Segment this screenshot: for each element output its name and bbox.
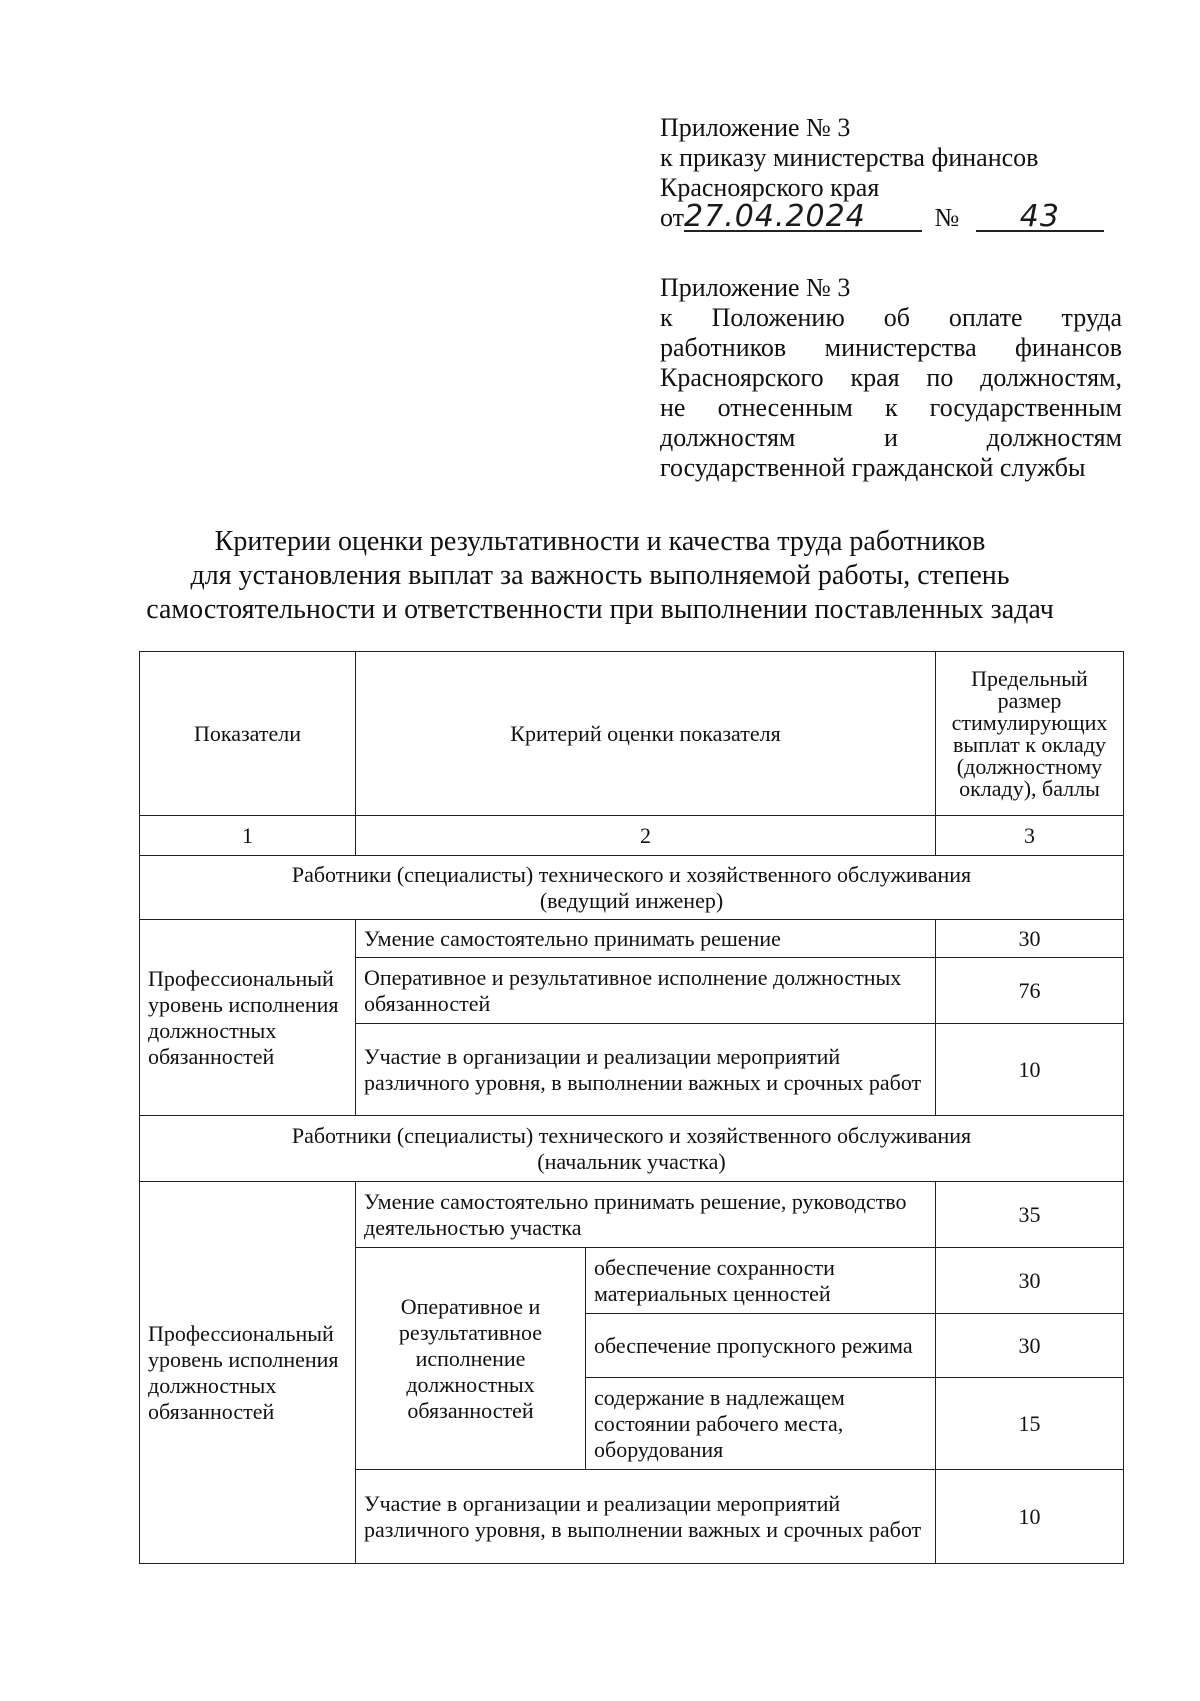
criterion-cell: Оперативное и результативное исполнение должностных обязанностей xyxy=(356,958,936,1024)
appendix-number: Приложение № 3 xyxy=(660,113,851,142)
header-criterion: Критерий оценки показателя xyxy=(356,652,936,816)
region-name: Красноярского края xyxy=(660,173,880,202)
subcriterion-cell: обеспечение пропускного режима xyxy=(586,1314,936,1378)
section-title-line: (ведущий инженер) xyxy=(539,887,724,913)
indicator-cell: Профессиональный уровень исполнения должностных обязанностей xyxy=(140,920,356,1116)
points-cell: 30 xyxy=(936,1248,1124,1314)
section-title-line: (начальник участка) xyxy=(537,1148,726,1174)
column-number: 3 xyxy=(936,816,1124,856)
criterion-cell: Умение самостоятельно принимать решение, руководство деятельностью участка xyxy=(356,1182,936,1248)
title-line: самостоятельности и ответственности при выполнении поставленных задач xyxy=(146,594,1054,625)
points-cell: 35 xyxy=(936,1182,1124,1248)
date-prefix: от xyxy=(660,203,685,232)
criterion-cell: Участие в организации и реализации мероприятий различного уровня, в выполнении важных и срочных работ xyxy=(356,1470,936,1564)
points-cell: 76 xyxy=(936,958,1124,1024)
column-number-row xyxy=(140,816,1124,856)
handwritten-date: 27.04.2024 xyxy=(684,204,922,232)
appendix-number-2: Приложение № 3 xyxy=(660,273,851,302)
group-label-cell: Оперативное и результативное исполнение должностных обязанностей xyxy=(356,1248,586,1470)
document-title xyxy=(100,525,1100,627)
subcriterion-cell: содержание в надлежащем состоянии рабочего места, оборудования xyxy=(586,1378,936,1470)
regulation-line: не отнесенным к государственным xyxy=(660,393,1122,422)
indicator-cell: Профессиональный уровень исполнения должностных обязанностей xyxy=(140,1182,356,1564)
table-header-row xyxy=(140,652,1124,816)
regulation-line: должностям и должностям xyxy=(660,423,1122,452)
regulation-line: Красноярского края по должностям, xyxy=(660,363,1122,392)
order-reference: к приказу министерства финансов xyxy=(660,143,1039,172)
handwritten-number: 43 xyxy=(976,204,1104,232)
criterion-cell: Участие в организации и реализации мероприятий различного уровня, в выполнении важных и срочных работ xyxy=(356,1024,936,1116)
header-indicators: Показатели xyxy=(140,652,356,816)
section-title-row xyxy=(140,856,1124,920)
section-title-line: Работники (специалисты) технического и хозяйственного обслуживания xyxy=(291,1122,972,1148)
header-max-points: Предельный размер стимулирующих выплат к окладу (должностному окладу), баллы xyxy=(936,652,1124,816)
regulation-line: к Положению об оплате труда xyxy=(660,303,1122,332)
order-date-number xyxy=(660,199,1100,234)
points-cell: 10 xyxy=(936,1470,1124,1564)
appendix-header-order xyxy=(660,113,1100,233)
column-number: 2 xyxy=(356,816,936,856)
points-cell: 30 xyxy=(936,1314,1124,1378)
table-row xyxy=(140,920,1124,958)
regulation-line: государственной гражданской службы xyxy=(660,453,1086,482)
points-cell: 30 xyxy=(936,920,1124,958)
number-label: № xyxy=(934,203,960,232)
column-number: 1 xyxy=(140,816,356,856)
points-cell: 15 xyxy=(936,1378,1124,1470)
criterion-cell: Умение самостоятельно принимать решение xyxy=(356,920,936,958)
title-line: для установления выплат за важность выполняемой работы, степень xyxy=(190,560,1010,591)
section-title-row xyxy=(140,1116,1124,1182)
appendix-header-regulation xyxy=(660,273,1122,483)
regulation-line: работников министерства финансов xyxy=(660,333,1122,362)
section-title xyxy=(140,1116,1124,1182)
criteria-table xyxy=(139,651,1124,1564)
points-cell: 10 xyxy=(936,1024,1124,1116)
subcriterion-cell: обеспечение сохранности материальных ценностей xyxy=(586,1248,936,1314)
section-title-line: Работники (специалисты) технического и хозяйственного обслуживания xyxy=(291,861,972,887)
section-title xyxy=(140,856,1124,920)
table-row xyxy=(140,1182,1124,1248)
title-line: Критерии оценки результативности и качества труда работников xyxy=(214,526,986,557)
